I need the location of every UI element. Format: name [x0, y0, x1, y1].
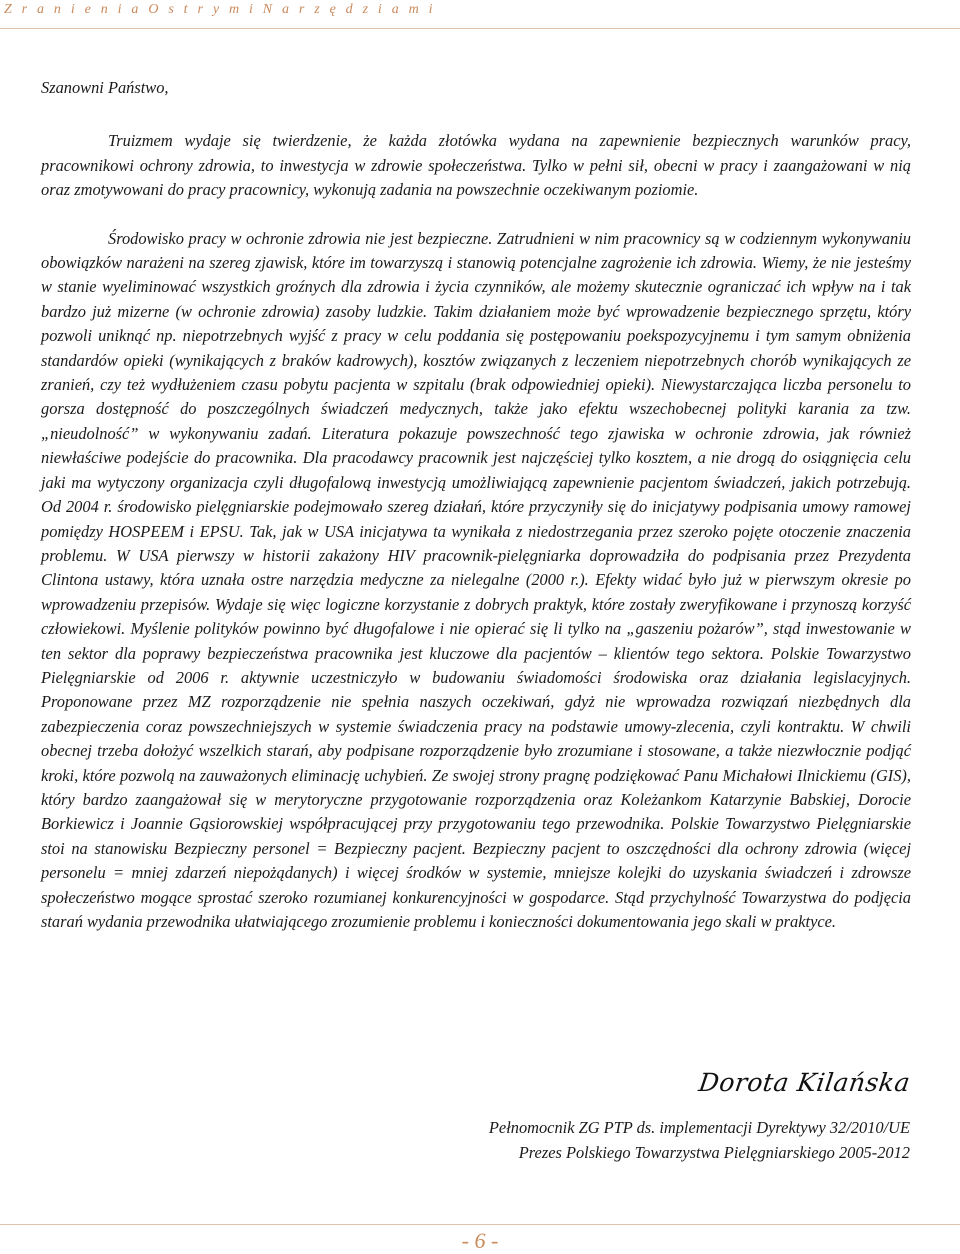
footer-divider	[0, 1224, 960, 1225]
signature-block	[410, 1068, 913, 1165]
header-divider	[0, 28, 960, 29]
page-number: - 6 -	[461, 1228, 499, 1253]
salutation: Szanowni Państwo,	[41, 78, 169, 97]
paragraph-intro: Truizmem wydaje się twierdzenie, że każda złotówka wydana na zapewnienie bezpiecznych warunków pracy, pracownikowi ochrony zdrowia, to inwestycja w zdrowie społeczeństwa. Tylko w pełni sił, obecni w pracy i zaangażowani w nią oraz zmotywowani do pracy pracownicy, wykonują zadania na powszechnie oczekiwanym poziomie.	[41, 131, 911, 200]
running-header: Z r a n i e n i a O s t r y m i N a r z ę d z i a m i	[4, 2, 436, 17]
handwritten-signature: Dorota Kilańska	[696, 1068, 913, 1097]
signature-title-line-1: Pełnomocnik ZG PTP ds. implementacji Dyrektywy 32/2010/UE	[488, 1118, 910, 1137]
signature-title-line-2: Prezes Polskiego Towarzystwa Pielęgniarskiego 2005-2012	[518, 1143, 910, 1162]
paragraph-main: Środowisko pracy w ochronie zdrowia nie jest bezpieczne. Zatrudnieni w nim pracownicy są w codziennym wykonywaniu obowiązków narażeni na szereg zjawisk, które im towarzyszą i stanowią potencjalne zagrożenie ich zdrowia. Wiemy, że nie jesteśmy w stanie wyeliminować wszystkich groźnych dla zdrowia i życia czynników, ale możemy skutecznie ograniczać ich wpływ na i tak bardzo już mizerne (w ochronie zdrowia) zasoby ludzkie. Takim działaniem może być wprowadzenie bezpiecznego sprzętu, który pozwoli uniknąć np. niepotrzebnych wyjść z pracy w celu poddania się postępowaniu poekspozycyjnemu i tym samym obniżenia standardów opieki (wynikających z braków kadrowych), kosztów związanych z leczeniem niepotrzebnych chorób wynikających ze zranień, czy też wydłużeniem czasu pobytu pacjenta w szpitalu (brak odpowiedniej opieki). Niewystarczająca liczba personelu to gorsza dostępność do poszczególnych świadczeń medycznych, także jako efektu wszechobecnej polityki karania za tzw. „nieudolność” w wykonywaniu zadań. Literatura pokazuje powszechność tego zjawiska w ochronie zdrowia, jak również niewłaściwe podejście do pracownika. Dla pracodawcy pracownik jest najczęściej tylko kosztem, a nie drogą do osiągnięcia celu jaki ma wytyczony organizacja czyli długofalową inwestycją umożliwiającą zapewnienie pacjentom świadczeń, jakich potrzebują. Od 2004 r. środowisko pielęgniarskie podejmowało szereg działań, które przyczyniły się do inicjatywy podpisania umowy ramowej pomiędzy HOSPEEM i EPSU. Tak, jak w USA inicjatywa ta wynikała z niedostrzegania przez szeroko pojęte otoczenie znaczenia problemu. W USA pierwszy w historii zakażony HIV pracownik-pielęgniarka doprowadziła do podpisania przez Prezydenta Clintona ustawy, która uznała ostre narzędzia medyczne za nielegalne (2000 r.). Efekty widać było już w pierwszym okresie po wprowadzeniu przepisów. Wydaje się więc logiczne korzystanie z dobrych praktyk, które zostały zweryfikowane i przynoszą korzyść człowiekowi. Myślenie polityków powinno być długofalowe i nie opierać się li tylko na „gaszeniu pożarów”, stąd inwestowanie w ten sektor dla poprawy bezpieczeństwa pracownika jest kluczowe dla pacjentów – klientów tego sektora. Polskie Towarzystwo Pielęgniarskie od 2006 r. aktywnie uczestniczyło w budowaniu świadomości środowiska oraz działania legislacyjnych. Proponowane przez MZ rozporządzenie nie spełnia naszych oczekiwań, gdyż nie wprowadza rozwiązań niezbędnych dla zabezpieczenia coraz powszechniejszych w systemie świadczenia pracy na podstawie umowy-zlecenia, czyli kontraktu. W chwili obecnej trzeba dołożyć wszelkich starań, aby podpisane rozporządzenie było zrozumiane i stosowane, a także niezwłocznie podjąć kroki, które pozwolą na zauważonych eliminację uchybień. Ze swojej strony pragnę podziękować Panu Michałowi Ilnickiemu (GIS), który bardzo zaangażował się w merytoryczne przygotowanie rozporządzenia oraz Koleżankom Katarzynie Babskiej, Dorocie Borkiewicz i Joannie Gąsiorowskiej współpracującej przy przygotowaniu tego przewodnika. Polskie Towarzystwo Pielęgniarskie stoi na stanowisku Bezpieczny personel = Bezpieczny pacjent. Bezpieczny pacjent to oszczędności dla ochrony zdrowia (więcej personelu = mniej zdarzeń niepożądanych) i więcej środków w systemie, mniejsze kolejki do uzyskania świadczeń i zdrowsze społeczeństwo mogące sprostać szeroko rozumianej konkurencyjności w gospodarce. Stąd przychylność Towarzystwa do podjęcia starań wydania przewodnika ułatwiającego zrozumienie problemu i konieczności dokumentowania jego skali w praktyce.	[41, 228, 911, 931]
letter-body	[41, 76, 911, 934]
